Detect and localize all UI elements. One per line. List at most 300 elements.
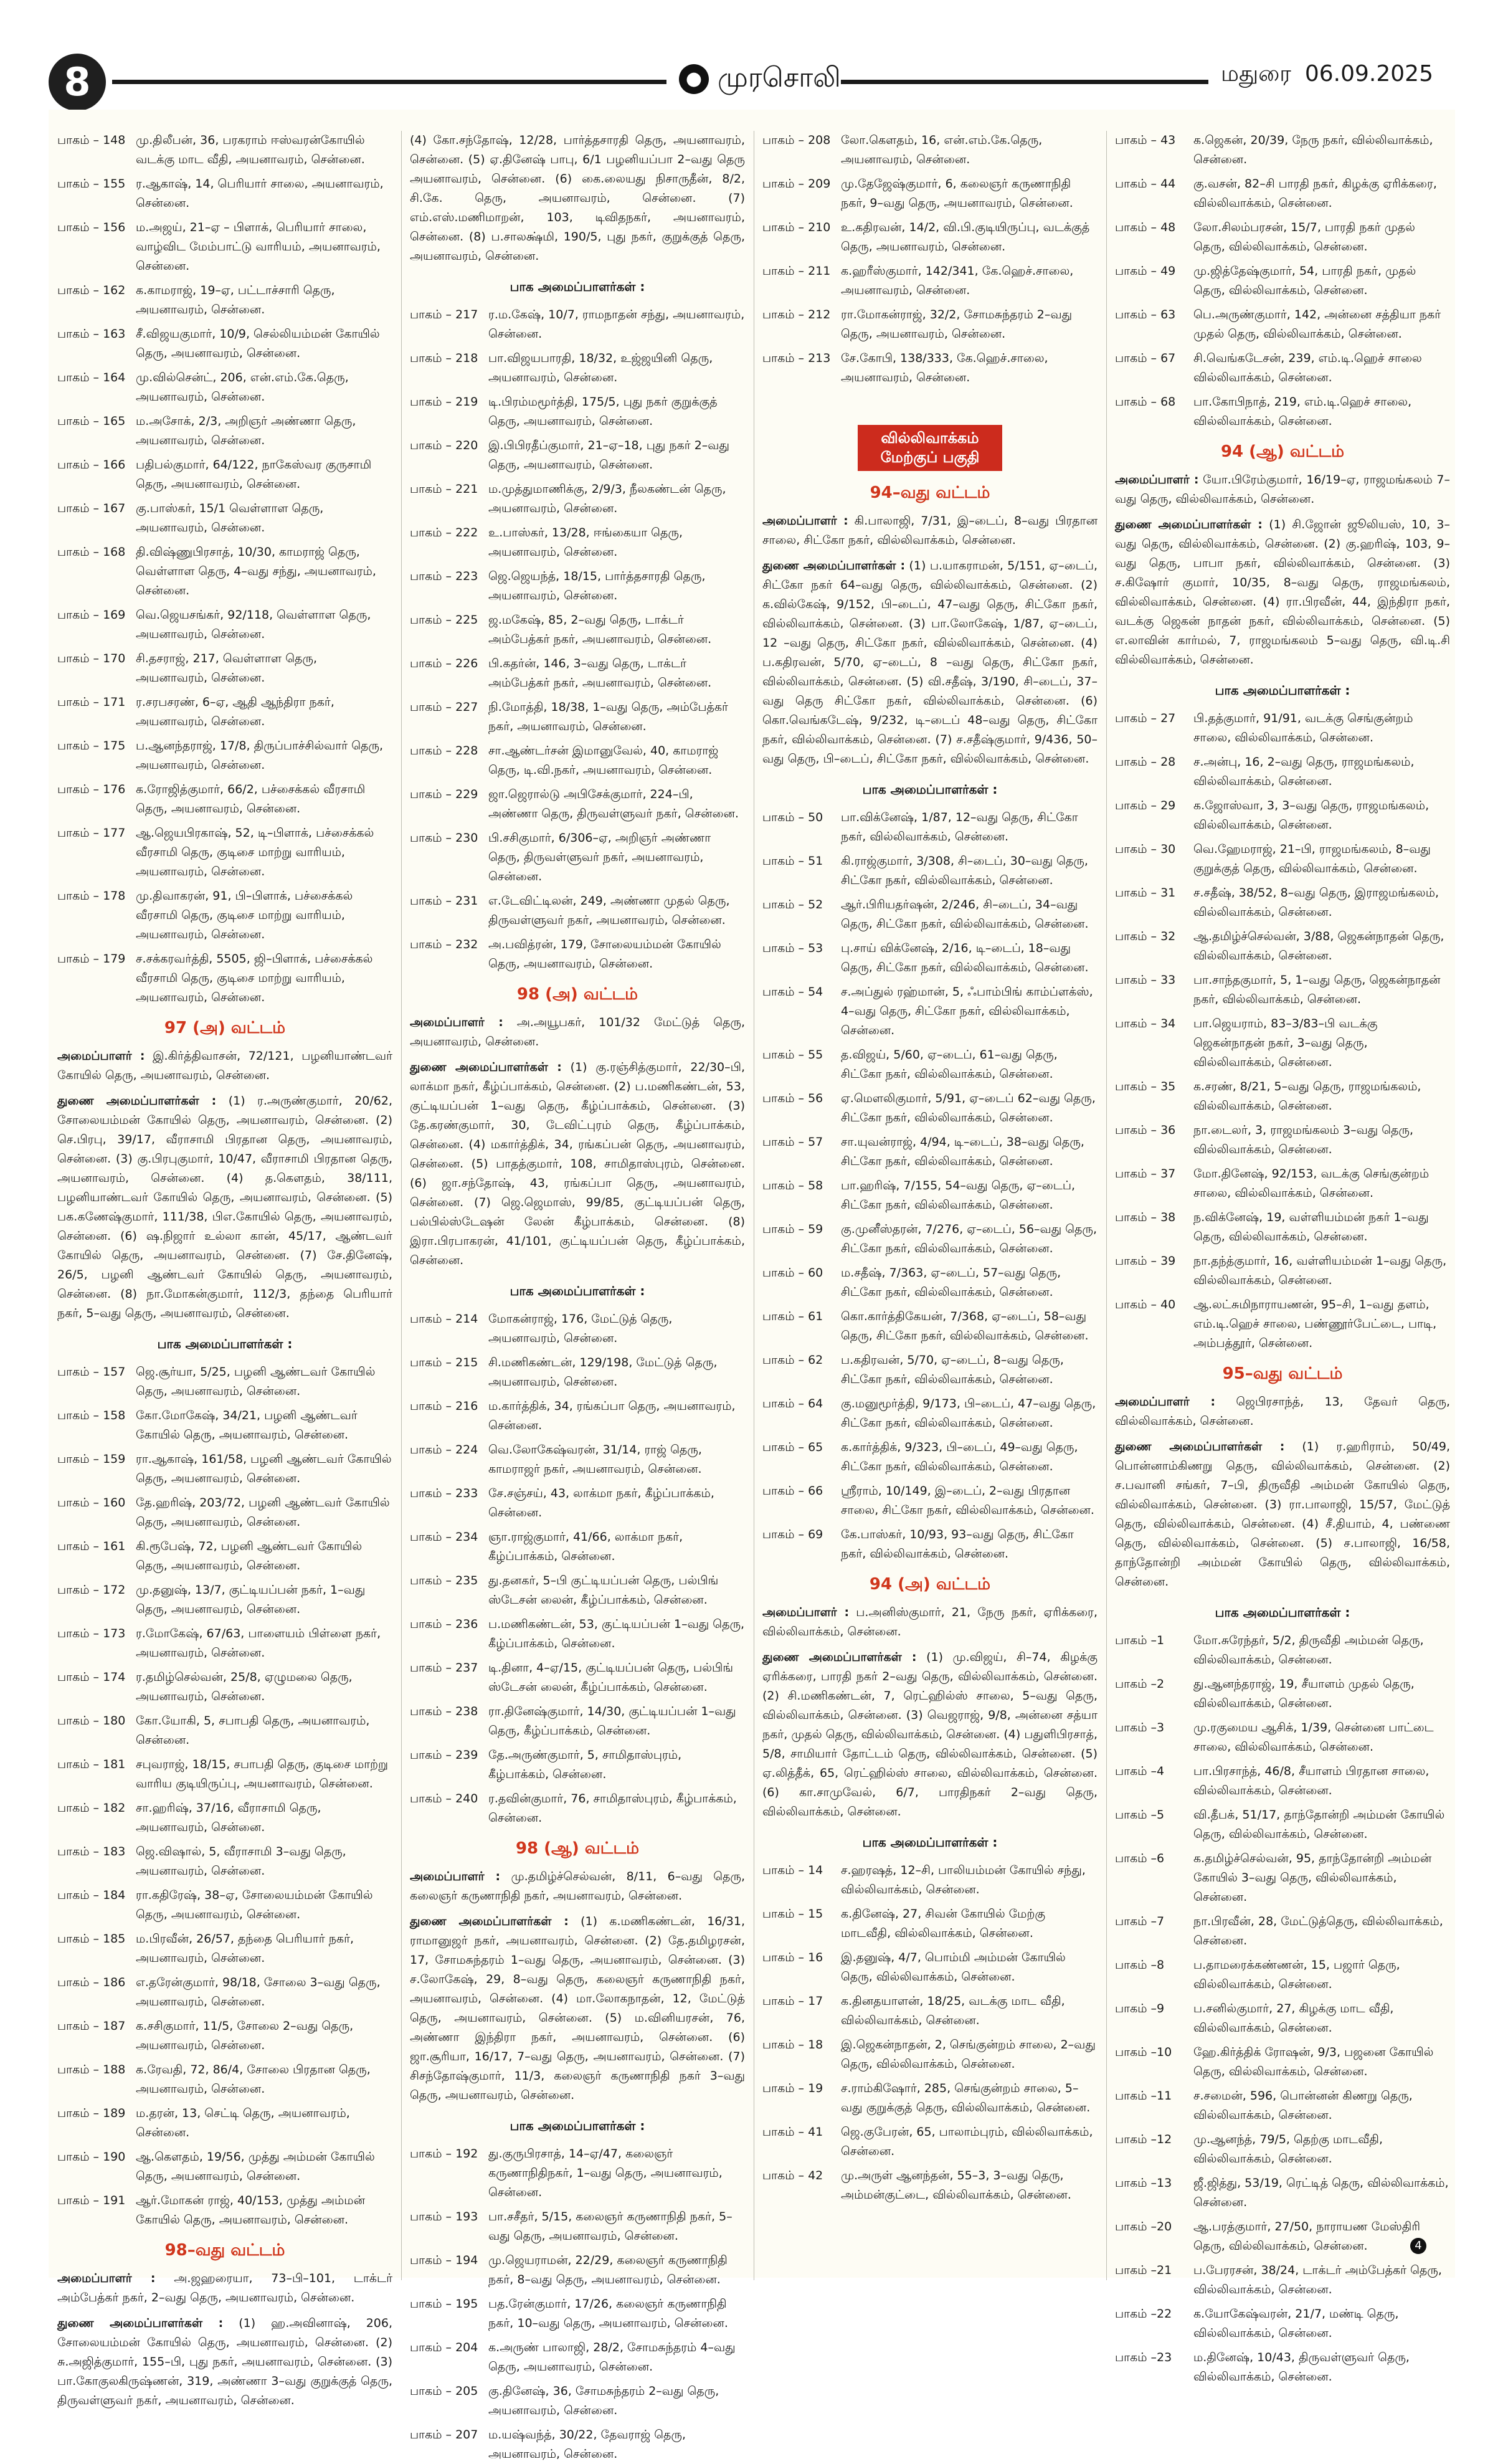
- paper-name: முரசொலி: [718, 61, 841, 93]
- booth-label: பாகம் – 62: [762, 1353, 823, 1367]
- subheading: பாக அமைப்பாளர்கள் :: [862, 782, 998, 797]
- booth-entry: [762, 1861, 1098, 1900]
- booth-entry: [762, 1482, 1098, 1520]
- booth-organizer: ச.அப்துல் ரஹ்மான், 5, ஃபாம்பிங் காம்ப்ளக்ஸ், 4–வது தெரு, சிட்கோ நகர், வில்லிவாக்கம், சென்னை.: [841, 985, 1093, 1037]
- organizer-text: அ.ஜஹரையா, 73–பி–101, டாக்டர் அம்பேத்கர் நகர், 2–வது தெரு, அயனாவரம், சென்னை.: [57, 2271, 393, 2305]
- organizer-paragraph: [410, 1912, 745, 2105]
- booth-organizer: அ.பவித்ரன், 179, சோலையம்மன் கோயில் தெரு, அயனாவரம், சென்னை.: [488, 938, 721, 971]
- booth-organizer: ரா.ஆகாஷ், 161/58, பழனி ஆண்டவர் கோயில் தெரு, அயனாவரம், சென்னை.: [136, 1452, 392, 1485]
- role-label: துணை அமைப்பாளர்கள் :: [762, 559, 906, 573]
- booth-organizer: மு.ஜித்தேஷ்குமார், 54, பாரதி நகர், முதல் தெரு, வில்லிவாக்கம், சென்னை.: [1193, 264, 1416, 297]
- booth-organizer: லோ.கௌதம், 16, என்.எம்.கே.தெரு, அயனாவரம், சென்னை.: [841, 133, 1043, 166]
- booth-organizer: ஜ.மகேஷ், 85, 2–வது தெரு, டாக்டர் அம்பேத்கர் நகர், அயனாவரம், சென்னை.: [488, 613, 712, 646]
- role-label: துணை அமைப்பாளர்கள் :: [1115, 518, 1263, 531]
- booth-organizer: ச.அன்பு, 16, 2–வது தெரு, ராஜமங்கலம், வில்லிவாக்கம், சென்னை.: [1193, 755, 1415, 788]
- booth-entry: [57, 2060, 392, 2099]
- booth-entry: [57, 1842, 392, 1881]
- booth-entry: [1115, 305, 1450, 344]
- booth-label: பாகம் –21: [1115, 2263, 1172, 2277]
- booth-label: பாகம் – 33: [1115, 973, 1176, 987]
- organizer-text: (1) மு.விஜய், சி–74, கிழக்கு ஏரிக்கரை, பாரதி நகர் 2–வது தெரு, வில்லிவாக்கம், சென்னை. (2) சி.மணிகண்டன், 7, ரெட்ஹில்ஸ் சாலை, 5–வது தெரு, வில்லிவாக்கம், சென்னை. (3) வெஜராஜ், 9/8, அன்னை சத்யா நகர், முதல் தெரு, வில்லிவாக்கம், சென்னை. (4) பதுளிபிரசாத், 5/8, சாமியார் தோட்டம் தெரு, வில்லிவாக்கம், சென்னை. (5) ஏ.லித்தீக், 65, ரெட்ஹில்ஸ் சாலை, வில்லிவாக்கம், சென்னை. (6) கா.சாமுவேல், 6/7, பாரதிநகர் 2–வது தெரு, வில்லிவாக்கம், சென்னை.: [762, 1650, 1098, 1819]
- ward-heading: 97 (அ) வட்டம்: [164, 1019, 286, 1037]
- booth-label: பாகம் – 57: [762, 1135, 823, 1149]
- booth-entry: [1115, 1718, 1450, 1757]
- booth-label: பாகம் – 60: [762, 1266, 823, 1280]
- booth-entry: [57, 499, 392, 538]
- booth-label: பாகம் – 221: [410, 482, 478, 496]
- booth-entry: [410, 2338, 745, 2377]
- booth-label: பாகம் – 67: [1115, 351, 1176, 365]
- booth-label: பாகம் – 162: [57, 283, 126, 297]
- booth-organizer: பா.கோபிநாத், 219, எம்.டி.ஹெச் சாலை, வில்லிவாக்கம், சென்னை.: [1193, 395, 1412, 428]
- booth-label: பாகம் – 63: [1115, 308, 1176, 321]
- booth-label: பாகம் – 54: [762, 985, 823, 999]
- booth-label: பாகம் –1: [1115, 1634, 1165, 1647]
- booth-entry: [57, 1799, 392, 1837]
- booth-entry: [762, 349, 1098, 388]
- booth-label: பாகம் –20: [1115, 2220, 1172, 2233]
- booth-label: பாகம் –7: [1115, 1915, 1165, 1928]
- booth-label: பாகம் – 16: [762, 1951, 823, 1964]
- booth-organizer: ஜெ.சூர்யா, 5/25, பழனி ஆண்டவர் கோயில் தெரு, அயனாவரம், சென்னை.: [136, 1365, 376, 1398]
- booth-entry: [1115, 174, 1450, 213]
- booth-organizer: மு.திவாகரன், 91, பி–பிளாக், பச்சைக்கல் வீரசாமி தெரு, குடிசை மாற்று வாரியம், அயனாவரம், சென்னை.: [136, 889, 353, 941]
- booth-organizer: பா.ஜெயராம், 83–3/83–பி வடக்கு ஜெகன்நாதன் நகர், 3–வது தெரு, வில்லிவாக்கம், சென்னை.: [1193, 1017, 1378, 1069]
- booth-organizer: மு.ஆனந்த், 79/5, தெற்கு மாடவீதி, வில்லிவாக்கம், சென்னை.: [1193, 2133, 1383, 2166]
- booth-label: பாகம் – 14: [762, 1863, 823, 1877]
- booth-organizer: வெ.லோகேஷ்வரன், 31/14, ராஜ் தெரு, காமராஜர் நகர், அயனாவரம், சென்னை.: [488, 1443, 702, 1476]
- booth-label: பாகம் – 51: [762, 854, 823, 868]
- booth-organizer: ஆர்.பிரியதர்ஷன், 2/246, சி–டைப், 34–வது தெரு, சிட்கோ நகர், வில்லிவாக்கம், சென்னை.: [841, 898, 1089, 931]
- ward-heading: 98 (அ) வட்டம்: [516, 985, 638, 1004]
- booth-organizer: நி.மோத்தி, 18/38, 1–வது தெரு, அம்பேத்கர் நகர், அயனாவரம், சென்னை.: [488, 700, 728, 733]
- booth-organizer: மு.தனுஷ், 13/7, குட்டியப்பன் நகர், 1–வது தெரு, அயனாவரம், சென்னை.: [136, 1583, 366, 1616]
- issue-date: 06.09.2025: [1304, 61, 1433, 87]
- booth-entry: [1115, 1164, 1450, 1203]
- booth-entry: [410, 2251, 745, 2290]
- booth-label: பாகம் – 160: [57, 1496, 126, 1510]
- booth-entry: [410, 349, 745, 388]
- booth-label: பாகம் – 36: [1115, 1123, 1176, 1137]
- booth-entry: [57, 368, 392, 407]
- booth-entry: [57, 412, 392, 450]
- organizer-paragraph: [762, 1603, 1098, 1642]
- booth-label: பாகம் – 172: [57, 1583, 126, 1597]
- booth-organizer: பு.சாய் விக்னேஷ், 2/16, டி–டைப், 18–வது தெரு, சிட்கோ நகர், வில்லிவாக்கம், சென்னை.: [841, 941, 1089, 974]
- booth-entry: [57, 1755, 392, 1794]
- organizer-text: யோ.பிரேம்குமார், 16/19–ஏ, ராஜமங்கலம் 7–வது தெரு, வில்லிவாக்கம், சென்னை.: [1115, 473, 1450, 506]
- booth-label: பாகம் – 34: [1115, 1017, 1176, 1030]
- booth-entry: [410, 305, 745, 344]
- booth-entry: [410, 2382, 745, 2420]
- organizer-text: (1) ஹ.அவினாஷ், 206, சோலையம்மன் கோயில் தெரு, அயனாவரம், சென்னை. (2) சு.அஜித்குமார், 155–பி, புது நகர், அயனாவரம், சென்னை. (3) பா.கோகுலகிருஷ்ணன், 319, அண்ணா 3–வது குறுக்குத் தெரு, திருவள்ளுவர் நகர், அயனாவரம், சென்னை.: [57, 2316, 393, 2407]
- booth-organizer: ர.மோகேஷ், 67/63, பாளையம் பிள்ளை நகர், அயனாவரம், சென்னை.: [136, 1627, 381, 1660]
- booth-entry: [762, 895, 1098, 934]
- booth-entry: [410, 1528, 745, 1566]
- booth-entry: [762, 2035, 1098, 2074]
- booth-label: பாகம் –6: [1115, 1852, 1165, 1865]
- booth-label: பாகம் – 192: [410, 2147, 478, 2161]
- booth-organizer: பா.பிரசாந்த், 46/8, சீயாளம் பிரதான சாலை, வில்லிவாக்கம், சென்னை.: [1193, 1764, 1430, 1797]
- organizer-text: ப.அனிஸ்குமார், 21, நேரு நகர், ஏரிக்கரை, வில்லிவாக்கம், சென்னை.: [762, 1605, 1098, 1639]
- booth-entry: [57, 736, 392, 775]
- booth-label: பாகம் –5: [1115, 1808, 1165, 1822]
- booth-organizer: ப.தாமரைக்கண்ணன், 15, பஜார் தெரு, வில்லிவாக்கம், சென்னை.: [1193, 1958, 1400, 1991]
- booth-organizer: ப.ஆனந்தராஜ், 17/8, திருப்பாச்சில்வார் தெரு, அயனாவரம், சென்னை.: [136, 739, 384, 772]
- organizer-paragraph: [57, 2314, 392, 2410]
- booth-entry: [57, 2104, 392, 2143]
- booth-label: பாகம் – 59: [762, 1222, 823, 1236]
- booth-entry: [410, 785, 745, 824]
- booth-organizer: ர.தவின்குமார், 76, சாமிதாஸ்புரம், கீழ்பாக்கம், சென்னை.: [488, 1792, 737, 1825]
- organizer-paragraph: [57, 2269, 392, 2308]
- booth-label: பாகம் – 56: [762, 1092, 823, 1105]
- booth-organizer: பத.ரேன்குமார், 17/26, கலைஞர் கருணாநிதி நகர், 10–வது தெரு, அயனாவரம், சென்னை.: [488, 2297, 728, 2330]
- booth-entry: [410, 935, 745, 974]
- booth-label: பாகம் – 219: [410, 395, 478, 409]
- booth-entry: [410, 436, 745, 475]
- booth-organizer: உ.கதிரவன், 14/2, வி.பி.குடியிருப்பு, வடக்குத் தெரு, அயனாவரம், சென்னை.: [841, 221, 1090, 254]
- booth-label: பாகம் – 35: [1115, 1080, 1176, 1093]
- booth-organizer: ஆ.தமிழ்ச்செல்வன், 3/88, ஜெகன்நாதன் தெரு, வில்லிவாக்கம், சென்னை.: [1193, 930, 1444, 963]
- booth-label: பாகம் – 27: [1115, 711, 1176, 725]
- booth-label: பாகம் –8: [1115, 1958, 1165, 1972]
- footer-number-badge: 4: [1410, 2238, 1426, 2254]
- booth-label: பாகம் – 167: [57, 502, 126, 515]
- role-label: அமைப்பாளர் :: [57, 1049, 145, 1063]
- booth-entry: [410, 1658, 745, 1697]
- booth-entry: [1115, 1956, 1450, 1994]
- booth-organizer: ச.ஹரஷத், 12–சி, பாலியம்மன் கோயில் சந்து, வில்லிவாக்கம், சென்னை.: [841, 1863, 1086, 1896]
- booth-label: பாகம் – 19: [762, 2081, 823, 2095]
- booth-organizer: ம.பிரவீன், 26/57, தந்தை பெரியார் நகர், அயனாவரம், சென்னை.: [136, 1932, 354, 1965]
- column-1: [57, 131, 393, 2407]
- organizer-text: கி.பாலாஜி, 7/31, இ–டைப், 8–வது பிரதான சாலை, சிட்கோ நகர், வில்லிவாக்கம், சென்னை.: [762, 514, 1098, 547]
- booth-entry: [1115, 709, 1450, 748]
- subheading: பாக அமைப்பாளர்கள் :: [862, 1835, 998, 1850]
- booth-label: பாகம் – 174: [57, 1670, 126, 1684]
- booth-entry: [1115, 971, 1450, 1009]
- booth-entry: [410, 829, 745, 887]
- booth-label: பாகம் – 42: [762, 2169, 823, 2182]
- booth-label: பாகம் – 148: [57, 133, 126, 147]
- booth-entry: [410, 611, 745, 649]
- booth-entry: [762, 1948, 1098, 1987]
- page-header: [0, 0, 1503, 105]
- booth-organizer: ஸ்ரீராம், 10/149, இ–டைப், 2–வது பிரதான சாலை, சிட்கோ நகர், வில்லிவாக்கம், சென்னை.: [841, 1484, 1094, 1517]
- booth-entry: [57, 455, 392, 494]
- booth-organizer: ந.விக்னேஷ், 19, வள்ளியம்மன் நகர் 1–வது தெரு, வில்லிவாக்கம், சென்னை.: [1193, 1211, 1429, 1244]
- booth-entry: [1115, 2174, 1450, 2212]
- booth-label: பாகம் – 179: [57, 952, 126, 966]
- booth-label: பாகம் – 29: [1115, 799, 1176, 812]
- booth-entry: [1115, 2305, 1450, 2343]
- booth-entry: [57, 325, 392, 363]
- booth-organizer: ப.கதிரவன், 5/70, ஏ–டைப், 8–வது தெரு, சிட்கோ நகர், வில்லிவாக்கம், சென்னை.: [841, 1353, 1064, 1386]
- booth-entry: [1115, 262, 1450, 300]
- booth-entry: [762, 218, 1098, 257]
- role-label: அமைப்பாளர் :: [1115, 473, 1199, 487]
- booth-entry: [410, 1353, 745, 1392]
- booth-organizer: ச.ராம்கிஷோர், 285, செங்குன்றம் சாலை, 5–வது குறுக்குத் தெரு, வில்லிவாக்கம், சென்னை.: [841, 2081, 1091, 2114]
- booth-organizer: டி.தினா, 4–ஏ/15, குட்டியப்பன் தெரு, பல்பிங் ஸ்டேசன் லைன், கீழ்ப்பாக்கம், சென்னை.: [488, 1661, 733, 1694]
- booth-organizer: டி.பிரம்மமூர்த்தி, 175/5, புது நகர் குறுக்குத் தெரு, அயனாவரம், சென்னை.: [488, 395, 718, 428]
- booth-label: பாகம் – 48: [1115, 221, 1176, 234]
- booth-entry: [762, 1525, 1098, 1564]
- booth-label: பாகம் – 230: [410, 831, 478, 845]
- booth-label: பாகம் – 155: [57, 177, 126, 191]
- booth-label: பாகம் – 182: [57, 1801, 126, 1815]
- booth-organizer: க.ஹரீஸ்குமார், 142/341, கே.ஹெச்.சாலை, அயனாவரம், சென்னை.: [841, 264, 1074, 297]
- page-number-badge: 8: [49, 54, 106, 111]
- booth-label: பாகம் – 193: [410, 2210, 478, 2224]
- role-label: அமைப்பாளர் :: [410, 1016, 503, 1029]
- booth-organizer: சா.யுவன்ராஜ், 4/94, டி–டைப், 38–வது தெரு, சிட்கோ நகர், வில்லிவாக்கம், சென்னை.: [841, 1135, 1084, 1168]
- booth-organizer: மு.வில்சென்ட், 206, என்.எம்.கே.தெரு, அயனாவரம், சென்னை.: [136, 371, 349, 404]
- booth-organizer: கு.மனுமூர்த்தி, 9/173, பி–டைப், 47–வது தெரு, சிட்கோ நகர், வில்லிவாக்கம், சென்னை.: [841, 1397, 1096, 1430]
- organizer-text: (1) சி.ஜோன் ஜூலியஸ், 10, 3–வது தெரு, வில்லிவாக்கம், சென்னை. (2) கு.ஹரிஷ், 103, 9–வது தெரு, பாபா நகர், வில்லிவாக்கம், சென்னை. (3) ச.கிஷோர் குமார், 10/35, 8–வது தெரு, ராஜமங்கலம், வில்லிவாக்கம், சென்னை. (4) ரா.பிரவீன், 44, இந்திரா நகர், வடக்கு ஜெகன் நாதன் நகர், வில்லிவாக்கம், சென்னை. (5) எ.லாவின் கார்மல், 7, ராஜமங்கலம் 5–வது தெரு, வி.டி.சி வில்லிவாக்கம், சென்னை.: [1115, 518, 1450, 667]
- booth-organizer: உ.பாஸ்கர், 13/28, ஈங்கையா தெரு, அயனாவரம், சென்னை.: [488, 526, 683, 559]
- organizer-paragraph: [1115, 470, 1450, 509]
- booth-entry: [57, 2148, 392, 2186]
- booth-label: பாகம் – 176: [57, 782, 126, 796]
- organizer-paragraph: [410, 1867, 745, 1906]
- booth-entry: [57, 1929, 392, 1968]
- booth-label: பாகம் – 171: [57, 695, 126, 709]
- booth-organizer: எ.டேவிட்டிலன், 249, அண்ணா முதல் தெரு, திருவள்ளுவர் நகர், அயனாவரம், சென்னை.: [488, 894, 730, 927]
- booth-label: பாகம் – 165: [57, 414, 126, 428]
- booth-entry: [410, 523, 745, 562]
- booth-organizer: ம.கார்த்திக், 34, ரங்கப்பா தெரு, அயனாவரம், சென்னை.: [488, 1399, 736, 1432]
- booth-entry: [410, 1702, 745, 1741]
- booth-entry: [410, 654, 745, 693]
- booth-organizer: மு.தேஜேஷ்குமார், 6, கலைஞர் கருணாநிதி நகர், 9–வது தெரு, அயனாவரம், சென்னை.: [841, 177, 1073, 210]
- booth-label: பாகம் – 220: [410, 439, 478, 452]
- booth-entry: [762, 131, 1098, 169]
- booth-label: பாகம் – 184: [57, 1888, 126, 1902]
- organizer-text: மு.தமிழ்ச்செல்வன், 8/11, 6–வது தெரு, கலைஞர் கருணாநிதி நகர், அயனாவரம், சென்னை.: [410, 1870, 746, 1903]
- booth-organizer: பதிபல்குமார், 64/122, நாகேஸ்வர குருசாமி தெரு, அயனாவரம், சென்னை.: [136, 458, 372, 491]
- booth-label: பாகம் – 41: [762, 2125, 823, 2139]
- booth-label: பாகம் – 216: [410, 1399, 478, 1413]
- booth-organizer: ஜெ.ஜெயந்த், 18/15, பார்த்தசாரதி தெரு, அயனாவரம், சென்னை.: [488, 569, 706, 602]
- booth-entry: [410, 1397, 745, 1435]
- organizer-paragraph: [1115, 515, 1450, 670]
- booth-organizer: சி.வெங்கடேசன், 239, எம்.டி.ஹெச் சாலை வில்லிவாக்கம், சென்னை.: [1193, 351, 1422, 384]
- booth-label: பாகம் – 187: [57, 2019, 126, 2033]
- booth-entry: [410, 698, 745, 736]
- column-4: [1115, 131, 1450, 2384]
- booth-label: பாகம் – 158: [57, 1409, 126, 1422]
- role-label: அமைப்பாளர் :: [762, 1605, 850, 1619]
- booth-entry: [762, 2166, 1098, 2205]
- booth-entry: [410, 392, 745, 431]
- booth-label: பாகம் – 204: [410, 2341, 478, 2354]
- booth-organizer: பெ.அருண்குமார், 142, அன்னை சத்தியா நகர் முதல் தெரு, வில்லிவாக்கம், சென்னை.: [1193, 308, 1441, 341]
- booth-entry: [1115, 2348, 1450, 2387]
- booth-organizer: கு.தினேஷ், 36, சோமசுந்தரம் 2–வது தெரு, அயனாவரம், சென்னை.: [488, 2384, 719, 2417]
- booth-entry: [1115, 1631, 1450, 1670]
- booth-entry: [57, 780, 392, 819]
- booth-label: பாகம் – 232: [410, 938, 478, 951]
- booth-label: பாகம் – 229: [410, 787, 478, 801]
- booth-label: பாகம் – 164: [57, 371, 126, 384]
- booth-label: பாகம் –10: [1115, 2045, 1172, 2059]
- subheading: பாக அமைப்பாளர்கள் :: [1215, 683, 1350, 698]
- booth-organizer: ஜா.ஜெரால்டு அபிசேக்குமார், 224–பி, அண்ணா தெரு, திருவள்ளுவர் நகர், சென்னை.: [488, 787, 739, 821]
- booth-entry: [57, 1537, 392, 1576]
- booth-organizer: ச.சக்கரவர்த்தி, 5505, ஜி–பிளாக், பச்சைக்கல் வீரசாமி தெரு, குடிசை மாற்று வாரியம், அயனாவரம், சென்னை.: [136, 952, 373, 1004]
- booth-entry: [762, 1394, 1098, 1433]
- subheading: பாக அமைப்பாளர்கள் :: [510, 2118, 645, 2133]
- booth-entry: [762, 2123, 1098, 2161]
- booth-label: பாகம் – 178: [57, 889, 126, 903]
- booth-entry: [410, 892, 745, 930]
- city-name: மதுரை: [1221, 61, 1291, 87]
- booth-label: பாகம் – 168: [57, 545, 126, 559]
- booth-label: பாகம் – 218: [410, 351, 478, 365]
- booth-organizer: ஹே.கிர்த்திக் ரோஷன், 9/3, பஜனை கோயில் தெரு, வில்லிவாக்கம், சென்னை.: [1193, 2045, 1434, 2078]
- booth-entry: [1115, 840, 1450, 878]
- booth-label: பாகம் – 195: [410, 2297, 478, 2311]
- booth-organizer: தே.அருண்குமார், 5, சாமிதாஸ்புரம், கீழ்பாக்கம், சென்னை.: [488, 1748, 682, 1781]
- role-label: துணை அமைப்பாளர்கள் :: [57, 2316, 224, 2330]
- booth-entry: [762, 1307, 1098, 1346]
- booth-label: பாகம் – 185: [57, 1932, 126, 1946]
- booth-entry: [57, 649, 392, 688]
- organizer-paragraph: [410, 1058, 745, 1270]
- booth-entry: [57, 606, 392, 644]
- booth-label: பாகம் – 177: [57, 826, 126, 840]
- booth-organizer: பி.தத்குமார், 91/91, வடக்கு செங்குன்றம் சாலை, வில்லிவாக்கம், சென்னை.: [1193, 711, 1413, 744]
- booth-label: பாகம் – 55: [762, 1048, 823, 1062]
- booth-entry: [57, 2191, 392, 2230]
- booth-entry: [1115, 1912, 1450, 1951]
- organizer-text: (1) ர.அருண்குமார், 20/62, சோலையம்மன் கோயில் தெரு, அயனாவரம், சென்னை. (2) செ.பிரபு, 39/17, வீராசாமி பிரதான தெரு, அயனாவரம், சென்னை. (3) கு.பிரபுகுமார், 10/47, வீராசாமி பிரதான தெரு, அயனாவரம், சென்னை. (4) த.கௌதம், 38/111, பழனியாண்டவர் கோயில் தெரு, அயனாவரம், சென்னை. (5) பக.கணேஷ்குமார், 111/38, பிஎ.கோயில் தெரு, அயனாவரம், சென்னை. (6) ஷ.நிஜார் உல்லா கான், 45/17, ஆண்டவர் கோயில் தெரு, அயனாவரம், சென்னை. (7) சே.தினேஷ், 26/5, பழனி ஆண்டவர் கோயில் தெரு, அயனாவரம், சென்னை. (8) நா.மோகன்குமார், 112/3, தந்தை பெரியார் நகர், 5–வது தெரு, அயனாவரம், சென்னை.: [57, 1094, 392, 1320]
- booth-organizer: சி.மணிகண்டன், 129/198, மேட்டுத் தெரு, அயனாவரம், சென்னை.: [488, 1356, 718, 1389]
- booth-organizer: ஆ.பரத்குமார், 27/50, நாராயண மேஸ்திரி தெரு, வில்லிவாக்கம், சென்னை.: [1193, 2220, 1421, 2253]
- booth-organizer: நா.டைலர், 3, ராஜமங்கலம் 3–வது தெரு, வில்லிவாக்கம், சென்னை.: [1193, 1123, 1414, 1156]
- booth-organizer: ப.சனில்குமார், 27, கிழக்கு மாட வீதி, வில்லிவாக்கம், சென்னை.: [1193, 2002, 1394, 2035]
- booth-organizer: கோ.யோகி, 5, சபாபதி தெரு, அயனாவரம், சென்னை.: [136, 1714, 370, 1747]
- booth-organizer: ஜீ.ஜித்து, 53/19, ரெட்டித் தெரு, வில்லிவாக்கம், சென்னை.: [1193, 2176, 1449, 2209]
- role-label: அமைப்பாளர் :: [410, 1870, 501, 1883]
- booth-entry: [410, 1310, 745, 1348]
- ward-heading: 94 (அ) வட்டம்: [869, 1575, 991, 1594]
- role-label: துணை அமைப்பாளர்கள் :: [1115, 1440, 1285, 1453]
- header-rule-right: [841, 80, 1208, 84]
- booth-entry: [57, 218, 392, 276]
- booth-organizer: ஆ.ஜெயபிரகாஷ், 52, டி–பிளாக், பச்சைக்கல் வீரசாமி தெரு, குடிசை மாற்று வாரியம், அயனாவரம், சென்னை.: [136, 826, 374, 878]
- role-label: துணை அமைப்பாளர்கள் :: [762, 1650, 917, 1664]
- ward-heading: 98 (ஆ) வட்டம்: [515, 1839, 640, 1858]
- role-label: துணை அமைப்பாளர்கள் :: [57, 1094, 217, 1108]
- booth-entry: [57, 131, 392, 169]
- booth-entry: [57, 1886, 392, 1924]
- booth-label: பாகம் – 210: [762, 221, 831, 234]
- booth-entry: [57, 1406, 392, 1445]
- header-rule-left: [112, 80, 666, 84]
- booth-organizer: ரா.தினேஷ்குமார், 14/30, குட்டியப்பன் 1–வது தெரு, கீழ்ப்பாக்கம், சென்னை.: [488, 1705, 736, 1738]
- organizer-paragraph: [57, 1047, 392, 1085]
- booth-label: பாகம் – 156: [57, 221, 126, 234]
- organizer-text: (1) கு.ரஞ்சித்குமார், 22/30–பி, லாக்மா நகர், கீழ்ப்பாக்கம், சென்னை. (2) ப.மணிகண்டன், 53, குட்டியப்பன் 1–வது தெரு, கீழ்ப்பாக்கம், சென்னை. (3) தே.கரண்குமார், 30, டேவிட்புரம் தெரு, கீழ்ப்பாக்கம், சென்னை. (4) மகார்த்திக், 34, ரங்கப்பன் தெரு, அயனாவரம், சென்னை. (5) பாதத்குமார், 108, சாமிதாஸ்புரம், சென்னை. (6) ஜா.சந்தோஷ், 43, ரங்கப்பா தெரு, அயனாவரம், சென்னை. (7) ஜெ.ஜெமாஸ், 99/85, குட்டியப்பன் தெரு, பல்பில்ஸ்டேஷன் லேன் கீழ்பாக்கம், சென்னை. (8) இரா.பிரபாகரன், 41/101, குட்டியப்பன் தெரு, கீழ்ப்பாக்கம், சென்னை.: [410, 1060, 746, 1267]
- booth-entry: [1115, 392, 1450, 431]
- booth-organizer: க.தினதயாளன், 18/25, வடக்கு மாட வீதி, வில்லிவாக்கம், சென்னை.: [841, 1994, 1065, 2027]
- booth-organizer: க.ஜோஸ்வா, 3, 3–வது தெரு, ராஜமங்கலம், வில்லிவாக்கம், சென்னை.: [1193, 799, 1430, 832]
- booth-organizer: எ.தரேன்குமார், 98/18, சோலை 3–வது தெரு, அயனாவரம், சென்னை.: [136, 1976, 381, 2009]
- organizer-text: (4) கோ.சந்தோஷ், 12/28, பார்த்தசாரதி தெரு, அயனாவரம், சென்னை. (5) ஏ.தினேஷ் பாபு, 6/1 பழனியப்பா 2–வது தெரு அயனாவரம், சென்னை. (6) கை.லையது நிசாருதீன், 8/2, சி.கே. தெரு, அயனாவரம், சென்னை. (7) எம்.எஸ்.மணிமாறன், 103, டிவிதநகர், அயனாவரம், சென்னை. (8) ப.சாலக்ஷ்மி, 190/5, புது நகர், குறுக்குத் தெரு, அயனாவரம், சென்னை.: [410, 133, 745, 263]
- booth-label: பாகம் –22: [1115, 2307, 1172, 2321]
- booth-label: பாகம் – 239: [410, 1748, 478, 1762]
- booth-organizer: பா.சாந்தகுமார், 5, 1–வது தெரு, ஜெகன்நாதன் நகர், வில்லிவாக்கம், சென்னை.: [1193, 973, 1441, 1006]
- booth-label: பாகம் – 163: [57, 327, 126, 341]
- booth-label: பாகம் – 181: [57, 1758, 126, 1771]
- booth-organizer: க.யோகேஷ்வரன், 21/7, மண்டி தெரு, வில்லிவாக்கம், சென்னை.: [1193, 2307, 1399, 2340]
- booth-label: பாகம் – 223: [410, 569, 478, 583]
- ward-heading: 94–வது வட்டம்: [870, 483, 990, 502]
- booth-label: பாகம் – 53: [762, 941, 823, 955]
- booth-label: பாகம் – 43: [1115, 133, 1176, 147]
- booth-label: பாகம் – 209: [762, 177, 831, 191]
- booth-label: பாகம் – 214: [410, 1312, 478, 1326]
- booth-label: பாகம் –23: [1115, 2351, 1172, 2364]
- booth-organizer: தி.விஷ்ணுபிரசாத், 10/30, காமராஜ் தெரு, வெள்ளாள தெரு, 4–வது சந்து, அயனாவரம், சென்னை.: [136, 545, 376, 597]
- booth-entry: [762, 1133, 1098, 1171]
- booth-organizer: சே.கோபி, 138/333, கே.ஹெச்.சாலை, அயனாவரம், சென்னை.: [841, 351, 1048, 384]
- booth-label: பாகம் – 233: [410, 1486, 478, 1500]
- organizer-text: ஜெபிரசாந்த், 13, தேவர் தெரு, வில்லிவாக்கம், சென்னை.: [1115, 1395, 1450, 1428]
- booth-entry: [1115, 796, 1450, 835]
- organizer-text: இ.கிர்த்திவாசன், 72/121, பழனியாண்டவர் கோயில் தெரு, அயனாவரம், சென்னை.: [57, 1049, 392, 1082]
- booth-organizer: மு.திலீபன், 36, பரகராம் ஈஸ்வரன்கோயில் வடக்கு மாட வீதி, அயனாவரம், சென்னை.: [136, 133, 365, 166]
- booth-organizer: க.சரண், 8/21, 5–வது தெரு, ராஜமங்கலம், வில்லிவாக்கம், சென்னை.: [1193, 1080, 1421, 1113]
- booth-entry: [57, 887, 392, 944]
- booth-organizer: பி.சசிகுமார், 6/306–ஏ, அறிஞர் அண்ணா தெரு, திருவள்ளுவர் நகர், அயனாவரம், சென்னை.: [488, 831, 711, 883]
- booth-label: பாகம் – 175: [57, 739, 126, 753]
- booth-entry: [1115, 2261, 1450, 2300]
- booth-organizer: து.குருபிரசாத், 14–ஏ/47, கலைஞர் கருணாநிதிநகர், 1–வது தெரு, அயனாவரம், சென்னை.: [488, 2147, 723, 2199]
- booth-label: பாகம் – 38: [1115, 1211, 1176, 1224]
- booth-organizer: நா.தந்த்குமார், 16, வள்ளியம்மன் 1–வது தெரு, வில்லிவாக்கம், சென்னை.: [1193, 1254, 1447, 1287]
- booth-organizer: கொ.கார்த்திகேயன், 7/368, ஏ–டைப், 58–வது தெரு, சிட்கோ நகர், வில்லிவாக்கம், சென்னை.: [841, 1310, 1089, 1343]
- booth-organizer: ம.முத்துமாணிக்கு, 2/9/3, நீலகண்டன் தெரு, அயனாவரம், சென்னை.: [488, 482, 726, 515]
- booth-organizer: ர.ம.கேஷ், 10/7, ராமநாதன் சந்து, அயனாவரம், சென்னை.: [488, 308, 745, 341]
- booth-organizer: கு.வசன், 82–சி பாரதி நகர், கிழக்கு ஏரிக்கரை, வில்லிவாக்கம், சென்னை.: [1193, 177, 1437, 210]
- booth-organizer: கி.ரூபேஷ், 72, பழனி ஆண்டவர் கோயில் தெரு, அயனாவரம், சென்னை.: [136, 1539, 363, 1572]
- booth-organizer: த.விஜய், 5/60, ஏ–டைப், 61–வது தெரு, சிட்கோ நகர், வில்லிவாக்கம், சென்னை.: [841, 1048, 1058, 1081]
- booth-entry: [762, 1438, 1098, 1477]
- booth-organizer: ரா.மோகன்ராஜ், 32/2, சோமசுந்தரம் 2–வது தெரு, அயனாவரம், சென்னை.: [841, 308, 1073, 341]
- booth-label: பாகம் – 69: [762, 1528, 823, 1541]
- booth-organizer: மோ.சுரேந்தர், 5/2, திருவீதி அம்மன் தெரு, வில்லிவாக்கம், சென்னை.: [1193, 1634, 1424, 1667]
- booth-organizer: ப.பேரரசன், 38/24, டாக்டர் அம்பேத்கர் தெரு, வில்லிவாக்கம், சென்னை.: [1193, 2263, 1442, 2296]
- booth-label: பாகம் – 18: [762, 2038, 823, 2052]
- booth-entry: [1115, 349, 1450, 388]
- booth-entry: [762, 1351, 1098, 1389]
- booth-label: பாகம் – 208: [762, 133, 831, 147]
- booth-entry: [410, 567, 745, 606]
- booth-label: பாகம் – 170: [57, 652, 126, 665]
- booth-entry: [1115, 218, 1450, 257]
- booth-label: பாகம் – 238: [410, 1705, 478, 1718]
- booth-entry: [762, 808, 1098, 847]
- booth-entry: [1115, 131, 1450, 169]
- booth-label: பாகம் – 32: [1115, 930, 1176, 943]
- ward-heading: 95–வது வட்டம்: [1222, 1364, 1343, 1383]
- booth-entry: [762, 1220, 1098, 1258]
- booth-entry: [410, 741, 745, 780]
